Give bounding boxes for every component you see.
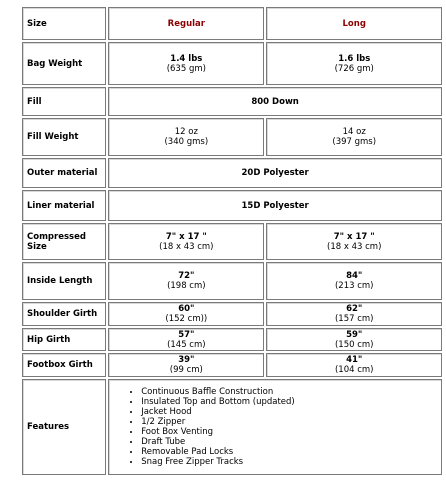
footbox-girth-long-value: 41" xyxy=(346,355,363,365)
shoulder-girth-long-value: 62" xyxy=(346,304,363,314)
bag-weight-long-metric: (726 gm) xyxy=(334,63,374,74)
table-row-features xyxy=(22,379,442,475)
table-row-footbox-girth xyxy=(22,353,442,377)
feature-item: • Jacket Hood xyxy=(141,407,437,417)
shoulder-girth-label: Shoulder Girth xyxy=(22,302,106,326)
spec-table xyxy=(20,5,444,477)
table-row-fill xyxy=(22,87,442,116)
compressed-size-long xyxy=(266,223,442,260)
fill-weight-long xyxy=(266,118,442,156)
outer-material-label: Outer material xyxy=(22,158,106,188)
features-list xyxy=(113,387,437,467)
inside-length-long xyxy=(266,262,442,300)
feature-item: • Foot Box Venting xyxy=(141,427,437,437)
inside-length-regular-metric: (198 cm) xyxy=(167,281,206,291)
fill-weight-regular-metric: (340 gms) xyxy=(164,137,209,147)
table-row-liner-material xyxy=(22,190,442,221)
feature-item: • Insulated Top and Bottom (updated) xyxy=(141,397,437,407)
inside-length-long-value: 84" xyxy=(346,271,363,281)
fill-weight-long-value: 14 oz xyxy=(342,127,366,137)
compressed-size-long-value: 7" x 17 " xyxy=(333,231,375,242)
bag-weight-label: Bag Weight xyxy=(22,42,106,85)
hip-girth-regular-metric: (145 cm) xyxy=(167,339,206,350)
footbox-girth-long xyxy=(266,353,442,377)
feature-item: • 1/2 Zipper xyxy=(141,417,437,427)
table-row-inside-length xyxy=(22,262,442,300)
table-row-bag-weight xyxy=(22,42,442,85)
size-label: Size xyxy=(22,7,106,40)
shoulder-girth-long-metric: (157 cm) xyxy=(334,314,374,324)
hip-girth-regular xyxy=(108,328,264,351)
feature-item: • Draft Tube xyxy=(141,437,437,447)
table-row-shoulder-girth xyxy=(22,302,442,326)
footbox-girth-long-metric: (104 cm) xyxy=(334,365,374,375)
shoulder-girth-regular xyxy=(108,302,264,326)
compressed-size-regular-value: 7" x 17 " xyxy=(165,231,207,242)
liner-material-label: Liner material xyxy=(22,190,106,221)
shoulder-girth-regular-value: 60" xyxy=(178,304,195,314)
shoulder-girth-regular-metric: (152 cm)) xyxy=(165,314,208,324)
hip-girth-long-metric: (150 cm) xyxy=(334,339,374,350)
fill-weight-regular-value: 12 oz xyxy=(174,127,198,137)
compressed-size-regular xyxy=(108,223,264,260)
footbox-girth-label: Footbox Girth xyxy=(22,353,106,377)
hip-girth-long-value: 59" xyxy=(346,329,363,340)
inside-length-regular-value: 72" xyxy=(178,271,195,281)
features-label: Features xyxy=(22,379,106,475)
bag-weight-regular-value: 1.4 lbs xyxy=(170,53,203,64)
footbox-girth-regular-value: 39" xyxy=(178,355,195,365)
inside-length-long-metric: (213 cm) xyxy=(334,281,374,291)
fill-weight-label: Fill Weight xyxy=(22,118,106,156)
table-row-outer-material xyxy=(22,158,442,188)
table-row-hip-girth xyxy=(22,328,442,351)
long-header: Long xyxy=(266,7,442,40)
hip-girth-long xyxy=(266,328,442,351)
fill-weight-long-metric: (397 gms) xyxy=(332,137,377,147)
footbox-girth-regular xyxy=(108,353,264,377)
footbox-girth-regular-metric: (99 cm) xyxy=(169,365,203,375)
compressed-size-regular-metric: (18 x 43 cm) xyxy=(159,241,214,252)
hip-girth-label: Hip Girth xyxy=(22,328,106,351)
bag-weight-regular xyxy=(108,42,264,85)
fill-weight-regular xyxy=(108,118,264,156)
fill-value: 800 Down xyxy=(108,87,442,116)
inside-length-label: Inside Length xyxy=(22,262,106,300)
compressed-size-label: Compressed Size xyxy=(22,223,106,260)
shoulder-girth-long xyxy=(266,302,442,326)
table-row-fill-weight xyxy=(22,118,442,156)
compressed-size-long-metric: (18 x 43 cm) xyxy=(327,241,382,252)
regular-header: Regular xyxy=(108,7,264,40)
feature-item: • Snag Free Zipper Tracks xyxy=(141,457,437,467)
bag-weight-regular-metric: (635 gm) xyxy=(166,63,206,74)
outer-material-value: 20D Polyester xyxy=(108,158,442,188)
hip-girth-regular-value: 57" xyxy=(178,329,195,340)
liner-material-value: 15D Polyester xyxy=(108,190,442,221)
fill-label: Fill xyxy=(22,87,106,116)
feature-item: • Continuous Baffle Construction xyxy=(141,387,437,397)
table-row-compressed-size xyxy=(22,223,442,260)
inside-length-regular xyxy=(108,262,264,300)
table-row-header xyxy=(22,7,442,40)
feature-item: • Removable Pad Locks xyxy=(141,447,437,457)
bag-weight-long xyxy=(266,42,442,85)
features-cell xyxy=(108,379,442,475)
bag-weight-long-value: 1.6 lbs xyxy=(338,53,371,64)
